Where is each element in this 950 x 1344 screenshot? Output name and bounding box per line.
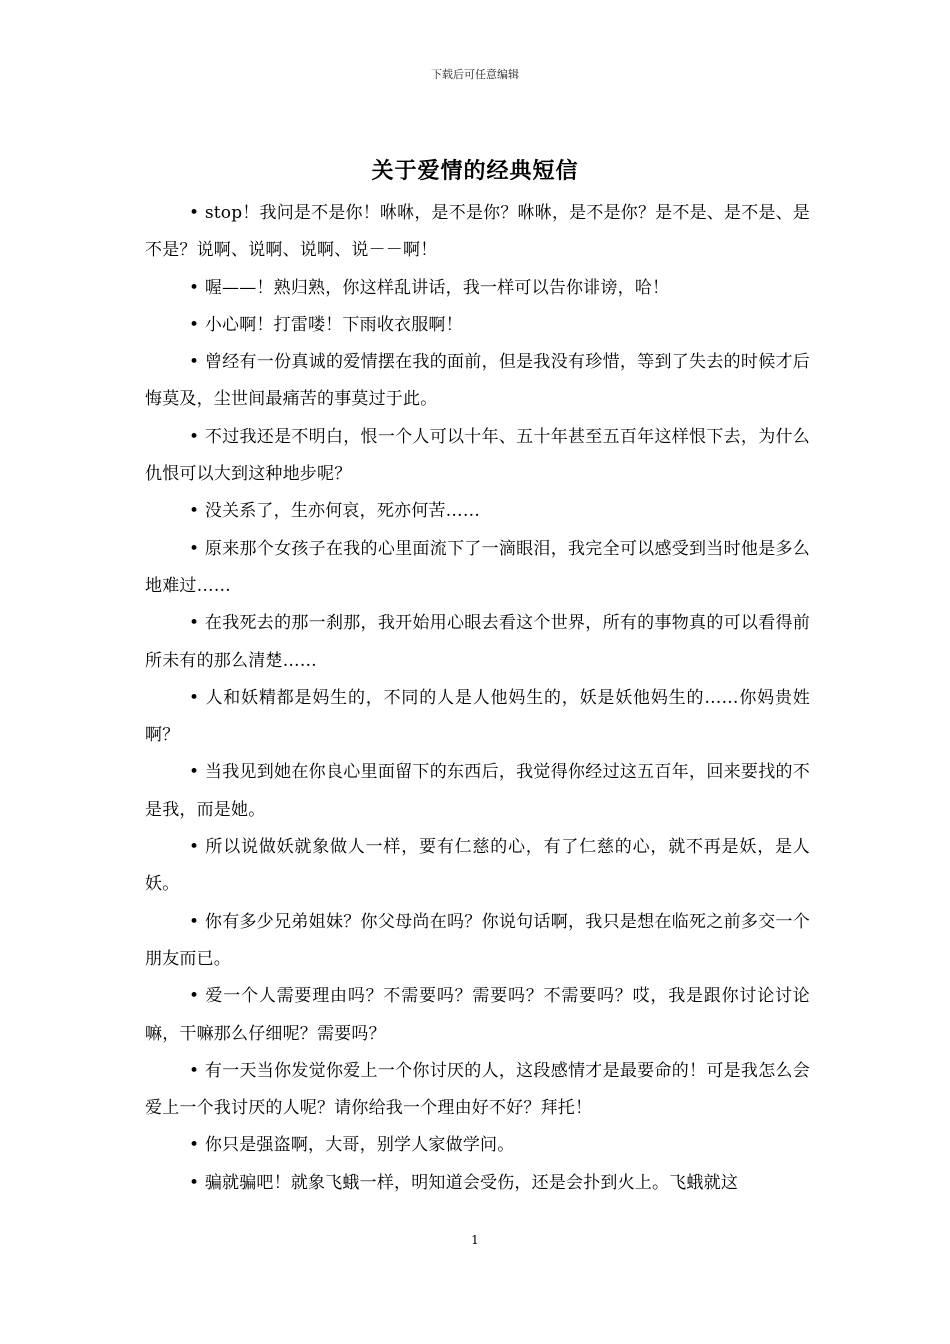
- paragraph: • 爱一个人需要理由吗？不需要吗？需要吗？不需要吗？哎，我是跟你讨论讨论嘛，干嘛那么仔细呢？需要吗？: [145, 986, 810, 1044]
- paragraph: • 当我见到她在你良心里面留下的东西后，我觉得你经过这五百年，回来要找的不是我，而是她。: [145, 762, 810, 820]
- paragraph: • 你有多少兄弟姐妹？你父母尚在吗？你说句话啊，我只是想在临死之前多交一个朋友而已。: [145, 911, 810, 969]
- page-number: 1: [471, 1233, 479, 1247]
- paragraph: • 有一天当你发觉你爱上一个你讨厌的人，这段感情才是最要命的！可是我怎么会爱上一个我讨厌的人呢？请你给我一个理由好不好？拜托！: [145, 1060, 810, 1119]
- paragraph: • 你只是强盗啊，大哥，别学人家做学问。: [189, 1135, 515, 1156]
- paragraph: • 原来那个女孩子在我的心里面流下了一滴眼泪，我完全可以感受到当时他是多么地难过……: [145, 538, 810, 596]
- paragraph: • 人和妖精都是妈生的，不同的人是人他妈生的，妖是妖他妈生的……你妈贵姓啊？: [145, 687, 810, 746]
- paragraph: • 在我死去的那一刹那，我开始用心眼去看这个世界，所有的事物真的可以看得前所未有的那么清楚……: [145, 613, 810, 671]
- document-title: 关于爱情的经典短信: [371, 159, 579, 184]
- paragraph: • 曾经有一份真诚的爱情摆在我的面前，但是我没有珍惜，等到了失去的时候才后悔莫及，尘世间最痛苦的事莫过于此。: [145, 352, 810, 410]
- paragraph: • 没关系了，生亦何哀，死亦何苦……: [189, 501, 481, 522]
- page-header: 下载后可任意编辑: [431, 68, 519, 81]
- body-text: [145, 195, 810, 1202]
- paragraph: • 骗就骗吧！就象飞蛾一样，明知道会受伤，还是会扑到火上。飞蛾就这: [189, 1172, 739, 1193]
- paragraph: • 不过我还是不明白，恨一个人可以十年、五十年甚至五百年这样恨下去，为什么仇恨可以大到这种地步呢？: [145, 426, 810, 485]
- paragraph: • 小心啊！打雷喽！下雨收衣服啊！: [189, 314, 463, 335]
- paragraph: • 所以说做妖就象做人一样，要有仁慈的心，有了仁慈的心，就不再是妖，是人妖。: [145, 837, 810, 895]
- paragraph: • 喔——！熟归熟，你这样乱讲话，我一样可以告你诽谤，哈！: [189, 277, 670, 298]
- paragraph: • stop！我问是不是你！咻咻，是不是你？咻咻，是不是你？是不是、是不是、是不是？说啊、说啊、说啊、说－－啊！: [145, 203, 810, 261]
